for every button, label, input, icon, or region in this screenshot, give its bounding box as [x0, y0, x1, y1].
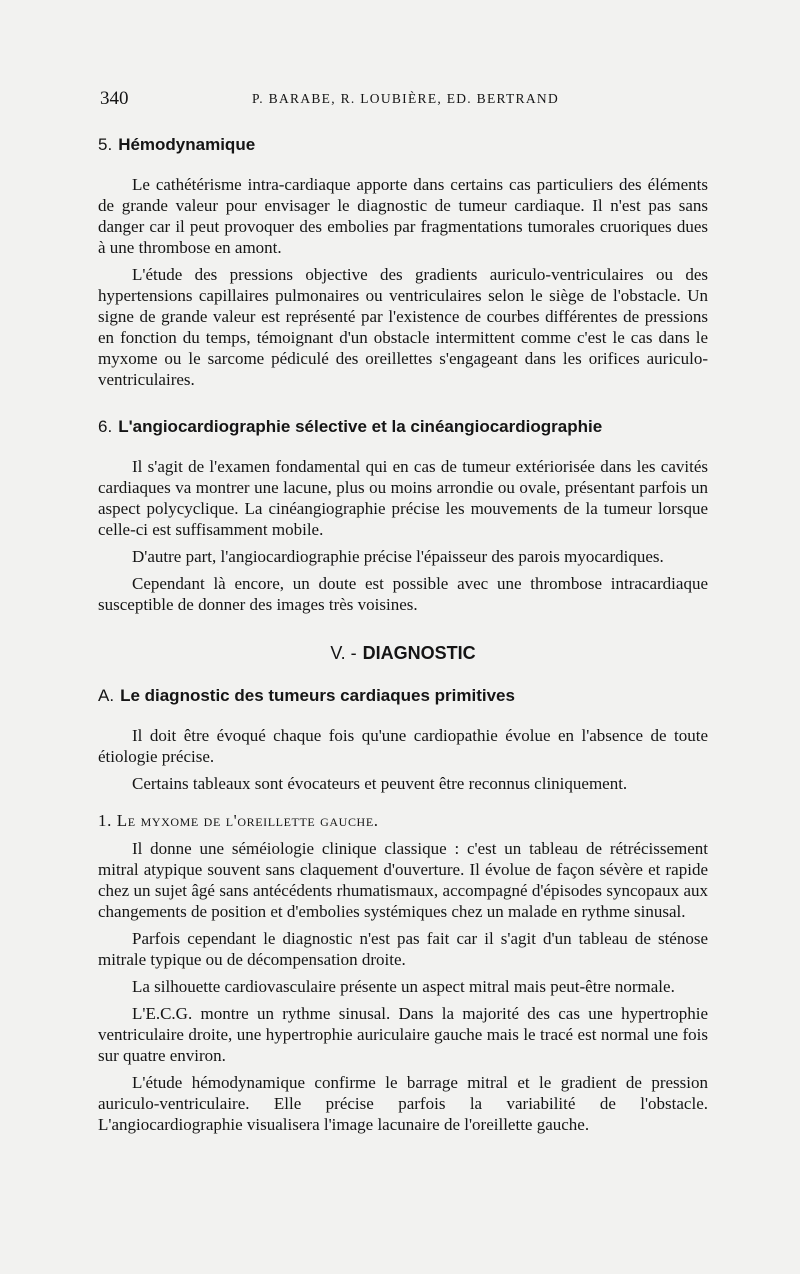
- paragraph: La silhouette cardiovasculaire présente un aspect mitral mais peut-être normale.: [132, 977, 675, 996]
- paragraph: Il doit être évoqué chaque fois qu'une cardiopathie évolue en l'absence de toute étiologie précise.: [98, 726, 708, 766]
- paragraph: L'étude des pressions objective des gradients auriculo-ventriculaires ou des hypertensions capillaires pulmonaires ou ventriculaires selon le siège de l'obstacle. Un signe de grande valeur est représenté par l'existence de courbes différentes de pressions en fonction du temps, témoignant d'un obstacle intermittent comme c'est le cas dans le myxome ou le sarcome pédiculé des oreillettes s'engageant dans les orifices auriculo-ventriculaires.: [98, 265, 708, 389]
- section-heading-angiocardiographie: [98, 414, 708, 440]
- subsection-heading-myxome: 1. Le myxome de l'oreillette gauche.: [98, 811, 379, 830]
- paragraph: L'étude hémodynamique confirme le barrage mitral et le gradient de pression auriculo-ventriculaire. Elle précise parfois la variabilité de l'obstacle. L'angiocardiographie visualisera l'image lacunaire de l'oreillette gauche.: [98, 1073, 708, 1134]
- section-heading-hemodynamique: [98, 132, 708, 158]
- section-heading-diagnostic-tumeurs: [98, 683, 708, 709]
- section-title: Hémodynamique: [118, 135, 256, 154]
- section-number: 6.: [98, 417, 113, 436]
- paragraph: Certains tableaux sont évocateurs et peuvent être reconnus cliniquement.: [132, 774, 628, 793]
- paragraph: Il donne une séméiologie clinique classique : c'est un tableau de rétrécissement mitral atypique souvent sans claquement d'ouverture. Il évolue de façon sévère et rapide chez un sujet âgé sans antécédents rhumatismaux, accompagné d'épisodes syncopaux aux changements de position et d'embolies systémiques chez un malade en rythme sinusal.: [98, 839, 708, 921]
- paragraph: Le cathétérisme intra-cardiaque apporte dans certains cas particuliers des éléments de grande valeur pour envisager le diagnostic de tumeur cardiaque. Il n'est pas sans danger car il peut provoquer des embolies par fragmentations tumorales cruoriques dues à une thrombose en amont.: [98, 175, 708, 257]
- paragraph: Il s'agit de l'examen fondamental qui en cas de tumeur extériorisée dans les cavités cardiaques va montrer une lacune, plus ou moins arrondie ou ovale, présentant parfois un aspect polycyclique. La cinéangiographie précise les mouvements de la tumeur lorsque celle-ci est suffisamment mobile.: [98, 457, 708, 539]
- chapter-number: V. -: [330, 643, 357, 663]
- page-content: [98, 132, 708, 1135]
- page-number: 340: [100, 88, 129, 109]
- running-header: [100, 88, 710, 116]
- section-title: L'angiocardiographie sélective et la cinéangiocardiographie: [118, 417, 603, 436]
- paragraph: D'autre part, l'angiocardiographie précise l'épaisseur des parois myocardiques.: [132, 547, 664, 566]
- chapter-heading: [98, 639, 708, 667]
- paragraph: Cependant là encore, un doute est possible avec une thrombose intracardiaque susceptible de donner des images très voisines.: [98, 574, 708, 614]
- chapter-title: DIAGNOSTIC: [362, 643, 476, 663]
- section-number: A.: [98, 686, 115, 705]
- paragraph: Parfois cependant le diagnostic n'est pas fait car il s'agit d'un tableau de sténose mitrale typique ou de décompensation droite.: [98, 929, 708, 969]
- section-title: Le diagnostic des tumeurs cardiaques primitives: [120, 686, 515, 705]
- header-authors: P. BARABE, R. LOUBIÈRE, ED. BERTRAND: [252, 91, 560, 106]
- paragraph: L'E.C.G. montre un rythme sinusal. Dans la majorité des cas une hypertrophie ventriculaire droite, une hypertrophie auriculaire gauche mais le tracé est normal une fois sur quatre environ.: [98, 1004, 708, 1065]
- section-number: 5.: [98, 135, 113, 154]
